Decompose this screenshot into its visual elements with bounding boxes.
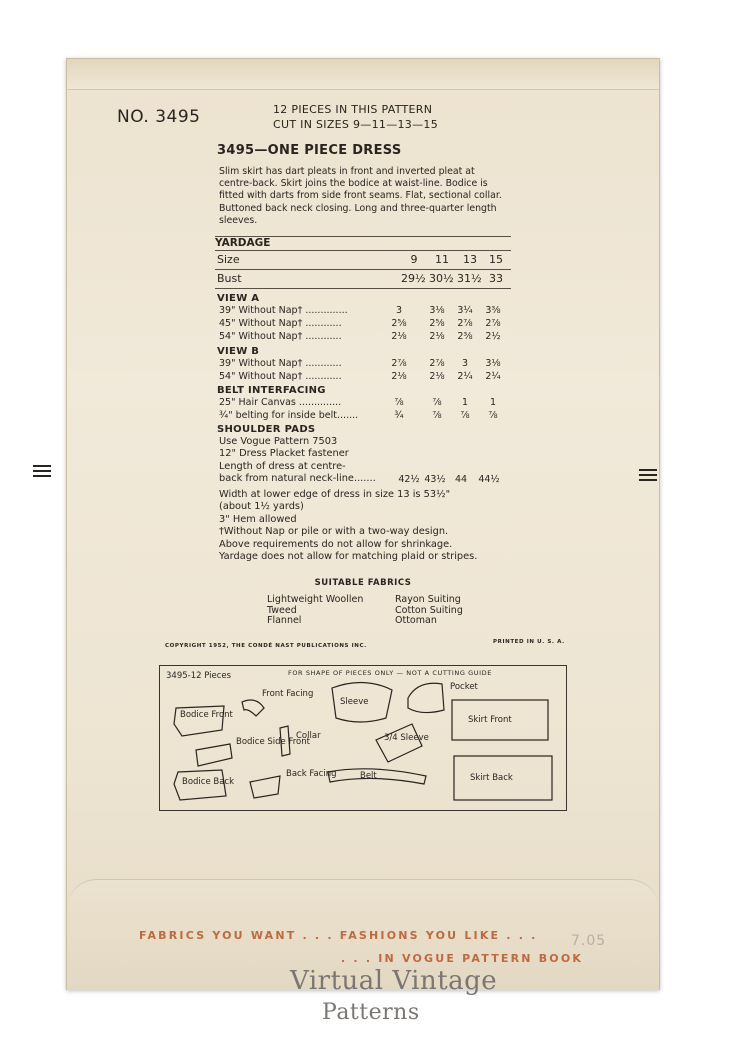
three-quarter-sleeve-label: 3/4 Sleeve: [384, 733, 429, 743]
size-13: 13: [463, 253, 477, 266]
three-quarter-sleeve-shape: [376, 724, 422, 762]
length-15: 44½: [478, 474, 500, 485]
size-11: 11: [435, 253, 449, 266]
view-a-row: [219, 305, 511, 317]
sleeve-label: Sleeve: [340, 697, 369, 707]
nap-note: †Without Nap or pile or with a two-way design.: [219, 526, 449, 538]
left-notch-marks: [33, 465, 51, 480]
pieces-count-line: 12 PIECES IN THIS PATTERN: [273, 103, 433, 116]
fabric-item: Ottoman: [395, 615, 437, 626]
pattern-number: NO. 3495: [117, 107, 201, 127]
row-label: 54" Without Nap† ............: [219, 371, 342, 382]
hem-note: 3" Hem allowed: [219, 513, 297, 525]
price-stamp: 7.05: [571, 933, 607, 949]
row-label: 39" Without Nap† ..............: [219, 305, 348, 316]
value-13: 2⅞: [457, 318, 473, 329]
bodice-front-label: Bodice Front: [180, 710, 233, 720]
view-a-row: [219, 331, 511, 343]
belt-heading: BELT INTERFACING: [217, 385, 326, 396]
length-13: 44: [454, 474, 468, 485]
value-9: 2⅝: [391, 318, 407, 329]
belt-row: [219, 410, 511, 422]
bodice-side-front-shape: [196, 744, 232, 766]
right-notch-marks: [639, 469, 657, 484]
notions-block: [219, 436, 376, 486]
dress-notes: [219, 489, 477, 563]
pattern-description: Slim skirt has dart pleats in front and inverted pleat at centre-back. Skirt joins the bodice at waist-line. Bodice is fitted with darts from side front seams. Flat, sectional collar. Buttoned back neck closing. Long and three-quarter length sleeves.: [219, 166, 502, 226]
view-a-heading: VIEW A: [217, 293, 260, 304]
guide-note: FOR SHAPE OF PIECES ONLY — NOT A CUTTING GUIDE: [288, 669, 492, 677]
bodice-side-front-label: Bodice Side Front: [236, 737, 310, 747]
fabrics-left-list: [267, 595, 363, 627]
value-9: 2⅛: [391, 371, 407, 382]
value-15: 3⅛: [485, 358, 501, 369]
length-note-cont: back from natural neck-line.......: [219, 473, 376, 485]
plaid-note: Yardage does not allow for matching plaid or stripes.: [219, 551, 478, 563]
yards-note: (about 1½ yards): [219, 501, 304, 513]
view-b-heading: VIEW B: [217, 346, 260, 357]
value-11: ⅞: [432, 410, 442, 421]
value-15: 2⅞: [485, 318, 501, 329]
value-15: 2¼: [485, 371, 501, 382]
skirt-back-label: Skirt Back: [470, 773, 513, 783]
shrinkage-note: Above requirements do not allow for shrinkage.: [219, 538, 453, 550]
row-label: ¾" belting for inside belt.......: [219, 410, 359, 421]
value-13: ⅞: [460, 410, 470, 421]
value-9: 3: [395, 305, 403, 316]
size-label: Size: [217, 253, 240, 266]
bust-15: 33: [489, 272, 503, 285]
value-11: 2⅛: [429, 331, 445, 342]
value-9: 2⅛: [391, 331, 407, 342]
value-15: 3⅜: [485, 305, 501, 316]
value-13: 2¼: [457, 371, 473, 382]
value-11: ⅞: [432, 397, 442, 408]
length-9: 42½: [398, 474, 420, 485]
value-11: 2⅞: [429, 358, 445, 369]
width-note: Width at lower edge of dress in size 13 is 53½": [219, 489, 451, 500]
pieces-guide-box: [159, 665, 567, 811]
bust-9: 29½: [401, 272, 426, 285]
bust-13: 31½: [457, 272, 482, 285]
size-row: [215, 250, 511, 270]
bust-row: [215, 270, 511, 289]
value-15: ⅞: [488, 410, 498, 421]
printed-line: PRINTED IN U. S. A.: [493, 639, 565, 645]
fabric-item: Flannel: [267, 615, 302, 626]
length-note: Length of dress at centre-: [219, 460, 346, 472]
length-values: [397, 474, 517, 486]
bust-label: Bust: [217, 272, 242, 285]
promo-line-1: FABRICS YOU WANT . . . FASHIONS YOU LIKE . . .: [139, 929, 538, 942]
promo-line-2: . . . IN VOGUE PATTERN BOOK: [341, 952, 584, 965]
watermark-line-1: Virtual Vintage: [290, 966, 498, 996]
collar-label: Collar: [296, 731, 321, 741]
value-9: ⅞: [394, 397, 404, 408]
value-9: ¾: [394, 410, 404, 421]
back-facing-shape: [250, 776, 280, 798]
value-13: 3¼: [457, 305, 473, 316]
suitable-fabrics-heading: SUITABLE FABRICS: [314, 578, 412, 588]
skirt-front-label: Skirt Front: [468, 715, 512, 725]
view-b-row: [219, 371, 511, 383]
value-11: 3⅛: [429, 305, 445, 316]
row-label: 54" Without Nap† ............: [219, 331, 342, 342]
size-15: 15: [489, 253, 503, 266]
belt-shape: [328, 769, 426, 784]
row-label: 25" Hair Canvas ..............: [219, 397, 342, 408]
value-13: 1: [461, 397, 469, 408]
value-11: 2⅝: [429, 318, 445, 329]
row-label: 39" Without Nap† ............: [219, 358, 342, 369]
fabric-item: Rayon Suiting: [395, 594, 461, 605]
watermark-line-2: Patterns: [322, 1000, 420, 1025]
row-label: 45" Without Nap† ............: [219, 318, 342, 329]
value-9: 2⅞: [391, 358, 407, 369]
value-15: 1: [489, 397, 497, 408]
belt-label: Belt: [360, 771, 377, 781]
front-facing-label: Front Facing: [262, 689, 314, 699]
value-13: 2⅜: [457, 331, 473, 342]
placket-note: 12" Dress Placket fastener: [219, 448, 349, 460]
value-15: 2½: [485, 331, 501, 342]
length-11: 43½: [424, 474, 446, 485]
pieces-header: [273, 102, 438, 132]
pattern-envelope: [66, 58, 660, 990]
yardage-heading: YARDAGE: [215, 236, 511, 249]
envelope-top-edge: [67, 59, 659, 90]
value-11: 2⅛: [429, 371, 445, 382]
pocket-shape: [408, 683, 444, 712]
front-facing-shape: [242, 700, 264, 716]
vogue-pattern-note: Use Vogue Pattern 7503: [219, 436, 338, 447]
back-facing-label: Back Facing: [286, 769, 337, 779]
sizes-line: CUT IN SIZES 9—11—13—15: [273, 118, 438, 131]
belt-row: [219, 397, 511, 409]
view-b-row: [219, 358, 511, 370]
shoulder-pads-heading: SHOULDER PADS: [217, 424, 316, 435]
view-a-row: [219, 318, 511, 330]
fabric-item: Cotton Suiting: [395, 604, 463, 616]
copyright-line: COPYRIGHT 1952, THE CONDÉ NAST PUBLICATIONS INC.: [165, 643, 367, 649]
fabric-item: Tweed: [267, 604, 297, 616]
bodice-back-label: Bodice Back: [182, 777, 235, 787]
value-13: 3: [461, 358, 469, 369]
fabric-item: Lightweight Woollen: [267, 594, 364, 605]
pattern-title: 3495—ONE PIECE DRESS: [217, 143, 402, 158]
pocket-label: Pocket: [450, 682, 478, 692]
piece-shapes: [160, 666, 566, 810]
guide-title: 3495-12 Pieces: [166, 671, 232, 681]
size-9: 9: [410, 253, 418, 266]
bust-11: 30½: [429, 272, 454, 285]
fabrics-right-list: [395, 595, 463, 627]
